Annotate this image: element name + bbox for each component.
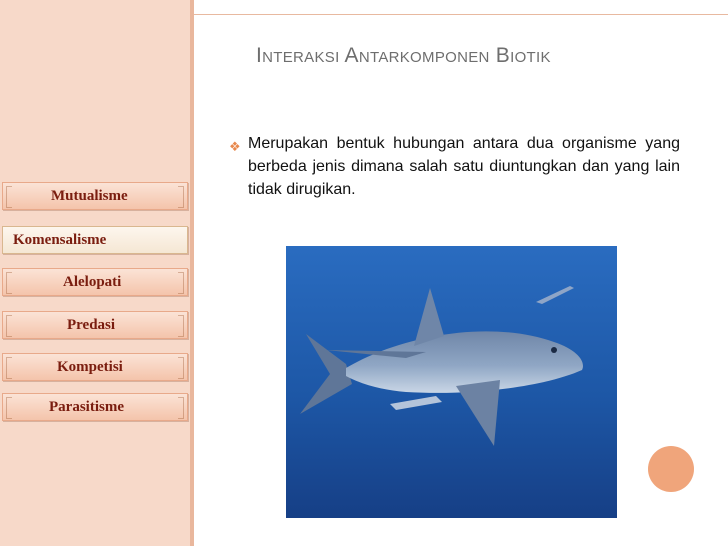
decorative-circle	[648, 446, 694, 492]
nav-button-mutualisme[interactable]	[2, 182, 188, 210]
bullet-text: Merupakan bentuk hubungan antara dua organisme yang berbeda jenis dimana salah satu diuntungkan dan yang lain tidak dirugikan.	[248, 135, 680, 198]
shark-photo	[286, 246, 617, 518]
nav-button-label: Komensalisme	[13, 232, 107, 248]
slide-title: Interaksi Antarkomponen Biotik	[256, 44, 551, 67]
button-edge-left	[6, 315, 12, 337]
nav-button-label: Kompetisi	[57, 359, 123, 375]
button-edge-left	[6, 272, 12, 294]
button-edge-right	[178, 272, 184, 294]
button-edge-right	[178, 315, 184, 337]
button-edge-left	[6, 357, 12, 379]
shark-illustration	[286, 246, 617, 518]
nav-button-parasitisme[interactable]	[2, 393, 188, 421]
button-edge-right	[178, 186, 184, 208]
button-edge-right	[178, 397, 184, 419]
nav-button-predasi[interactable]	[2, 311, 188, 339]
nav-button-label: Alelopati	[63, 274, 122, 290]
nav-button-label: Mutualisme	[51, 188, 128, 204]
nav-button-label: Parasitisme	[49, 399, 124, 415]
nav-button-alelopati[interactable]	[2, 268, 188, 296]
nav-button-komensalisme[interactable]	[2, 226, 188, 254]
button-edge-right	[178, 357, 184, 379]
top-divider	[194, 14, 728, 15]
button-edge-left	[6, 186, 12, 208]
diamond-bullet-icon: ❖	[229, 139, 241, 154]
button-edge-left	[6, 397, 12, 419]
nav-button-label: Predasi	[67, 317, 116, 333]
shark-eye	[551, 347, 557, 353]
nav-button-kompetisi[interactable]	[2, 353, 188, 381]
